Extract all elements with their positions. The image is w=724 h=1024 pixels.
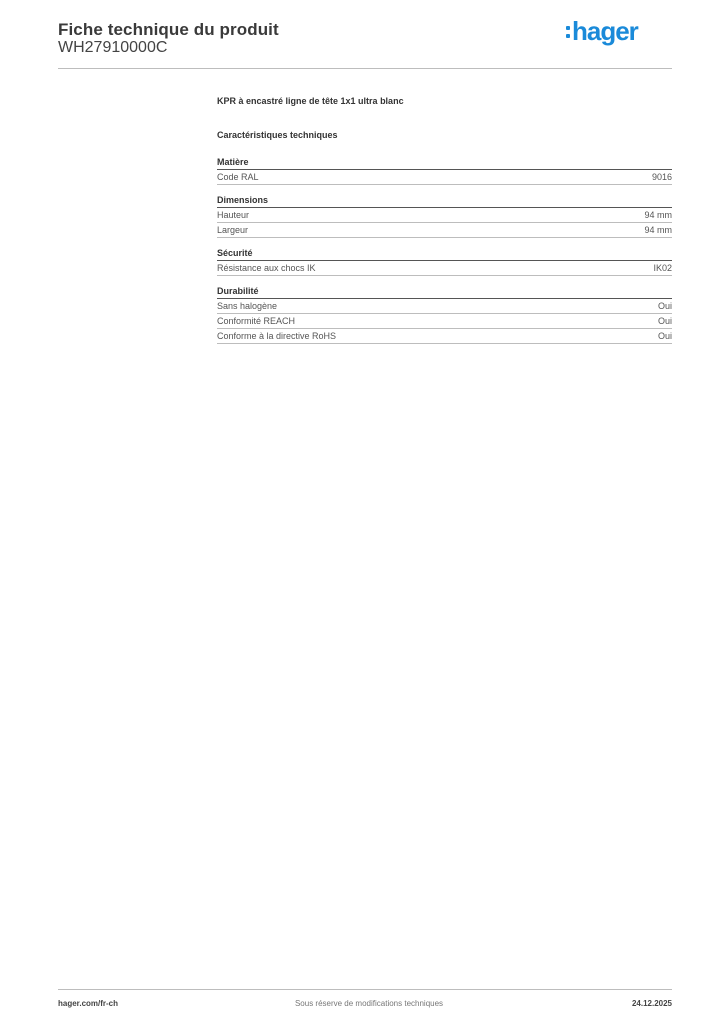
characteristics-heading: Caractéristiques techniques [217,130,338,140]
row-value: Oui [657,316,672,326]
row-value: 94 mm [644,210,672,220]
logo-wordmark: hager [572,16,638,46]
document-title: Fiche technique du produit [58,20,279,39]
product-reference: WH27910000C [58,39,168,56]
header-divider [58,68,672,69]
row-label: Largeur [217,225,249,235]
table-row [217,208,672,223]
footer-website-link[interactable]: hager.com/fr-ch [58,999,119,1008]
section-title: Durabilité [217,285,672,299]
product-name: KPR à encastré ligne de tête 1x1 ultra blanc [217,96,404,106]
section-title: Matière [217,156,672,170]
hager-logo [566,14,638,48]
footer-divider [58,989,672,990]
table-row [217,314,672,329]
row-label: Conformité REACH [217,316,296,326]
row-value: Oui [657,331,672,341]
footer-disclaimer: Sous réserve de modifications techniques [294,999,444,1008]
characteristics-table [217,156,672,353]
row-label: Résistance aux chocs IK [217,263,316,273]
section-title: Sécurité [217,247,672,261]
row-value: 9016 [651,172,672,182]
row-label: Code RAL [217,172,259,182]
section-title: Dimensions [217,194,672,208]
row-label: Sans halogène [217,301,278,311]
section-durability [217,285,672,344]
table-row [217,329,672,344]
row-label: Hauteur [217,210,250,220]
table-row [217,299,672,314]
row-value: IK02 [653,263,672,273]
table-row [217,261,672,276]
section-safety [217,247,672,276]
table-row [217,223,672,238]
row-value: 94 mm [644,225,672,235]
section-dimensions [217,194,672,238]
table-row [217,170,672,185]
row-label: Conforme à la directive RoHS [217,331,337,341]
footer-date: 24.12.2025 [631,999,672,1008]
logo-colon-icon [566,26,570,38]
row-value: Oui [657,301,672,311]
section-material [217,156,672,185]
